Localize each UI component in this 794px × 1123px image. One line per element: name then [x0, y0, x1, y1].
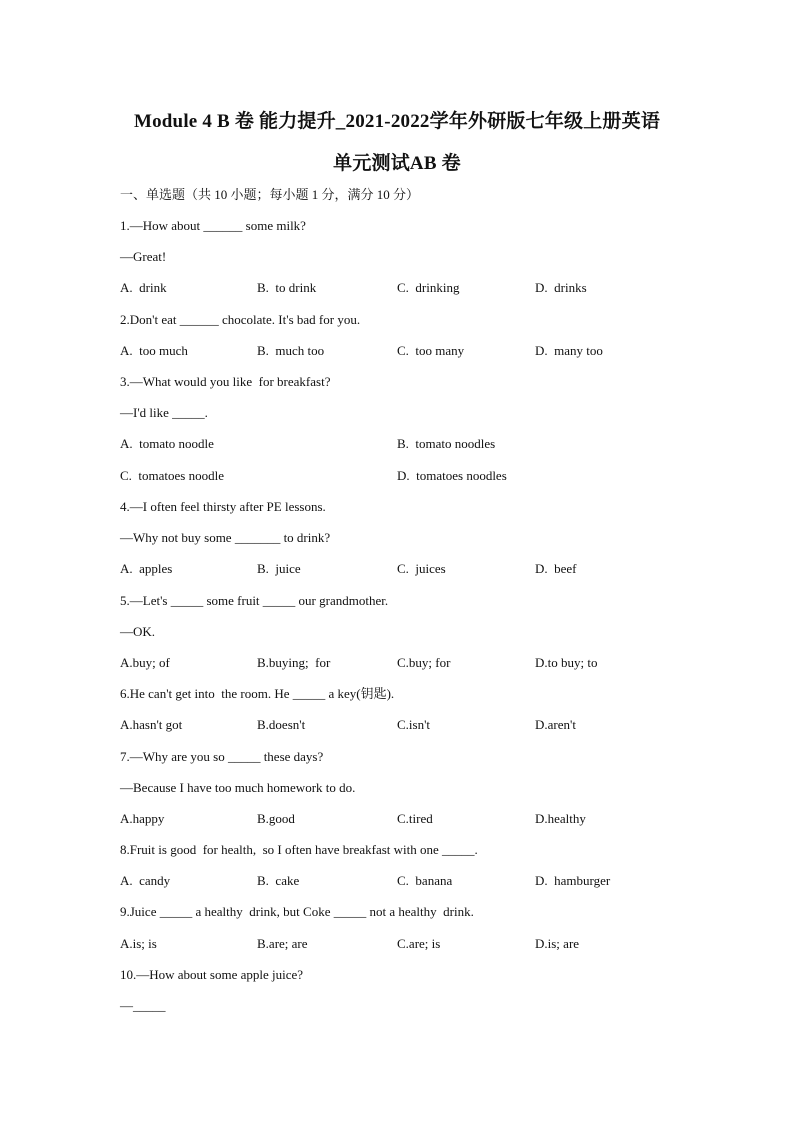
question-4-option-c: C. juices	[397, 561, 446, 576]
question-9-option-d: D.is; are	[535, 936, 580, 951]
question-3-option-a: A. tomato noodle	[120, 436, 214, 451]
question-5-option-c: C.buy; for	[397, 655, 451, 670]
question-8-option-a: A. candy	[120, 873, 171, 888]
question-1-reply: —Great!	[120, 249, 167, 264]
question-5-option-d: D.to buy; to	[535, 655, 598, 670]
question-1-option-d: D. drinks	[535, 280, 587, 295]
question-10-reply: —_____	[120, 998, 166, 1013]
question-5-reply: —OK.	[120, 624, 156, 639]
question-6-option-d: D.aren't	[535, 717, 576, 732]
question-7-option-c: C.tired	[397, 811, 433, 826]
question-9-option-c: C.are; is	[397, 936, 441, 951]
question-8-stem: 8.Fruit is good for health, so I often have breakfast with one _____.	[120, 842, 478, 857]
question-3-option-c: C. tomatoes noodle	[120, 468, 224, 483]
document-title-line-2: 单元测试AB 卷	[333, 153, 461, 174]
question-7-stem: 7.—Why are you so _____ these days?	[120, 749, 324, 764]
question-1-option-b: B. to drink	[257, 280, 317, 295]
question-3-option-b: B. tomato noodles	[397, 436, 496, 451]
question-6-stem: 6.He can't get into the room. He _____ a key(钥匙).	[120, 686, 395, 701]
question-9-stem: 9.Juice _____ a healthy drink, but Coke _____ not a healthy drink.	[120, 904, 474, 919]
question-2-option-d: D. many too	[535, 343, 603, 358]
question-7-option-d: D.healthy	[535, 811, 586, 826]
question-2-option-c: C. too many	[397, 343, 465, 358]
question-4-option-b: B. juice	[257, 561, 301, 576]
question-8-option-c: C. banana	[397, 873, 453, 888]
question-5-option-b: B.buying; for	[257, 655, 331, 670]
question-3-stem: 3.—What would you like for breakfast?	[120, 374, 331, 389]
question-10-stem: 10.—How about some apple juice?	[120, 967, 304, 982]
question-7-reply: —Because I have too much homework to do.	[120, 780, 356, 795]
question-1-option-a: A. drink	[120, 280, 167, 295]
question-4-reply: —Why not buy some _______ to drink?	[120, 530, 331, 545]
question-7-option-b: B.good	[257, 811, 295, 826]
question-8-option-d: D. hamburger	[535, 873, 611, 888]
question-5-stem: 5.—Let's _____ some fruit _____ our grandmother.	[120, 593, 389, 608]
question-2-option-b: B. much too	[257, 343, 325, 358]
question-3-option-d: D. tomatoes noodles	[397, 468, 507, 483]
question-2-option-a: A. too much	[120, 343, 188, 358]
question-9-option-a: A.is; is	[120, 936, 157, 951]
question-3-reply: —I'd like _____.	[120, 405, 208, 420]
question-4-option-d: D. beef	[535, 561, 577, 576]
section-heading: 一、单选题（共 10 小题；每小题 1 分，满分 10 分）	[120, 187, 420, 202]
question-6-option-c: C.isn't	[397, 717, 431, 732]
question-5-option-a: A.buy; of	[120, 655, 170, 670]
document-title-line-1: Module 4 B 卷 能力提升_2021-2022学年外研版七年级上册英语	[133, 111, 661, 132]
question-6-option-b: B.doesn't	[257, 717, 306, 732]
question-1-option-c: C. drinking	[397, 280, 460, 295]
question-4-stem: 4.—I often feel thirsty after PE lessons.	[120, 499, 326, 514]
question-2-stem: 2.Don't eat ______ chocolate. It's bad for you.	[120, 312, 361, 327]
question-8-option-b: B. cake	[257, 873, 300, 888]
question-1-stem: 1.—How about ______ some milk?	[120, 218, 306, 233]
question-6-option-a: A.hasn't got	[120, 717, 183, 732]
question-4-option-a: A. apples	[120, 561, 173, 576]
question-7-option-a: A.happy	[120, 811, 165, 826]
question-9-option-b: B.are; are	[257, 936, 308, 951]
